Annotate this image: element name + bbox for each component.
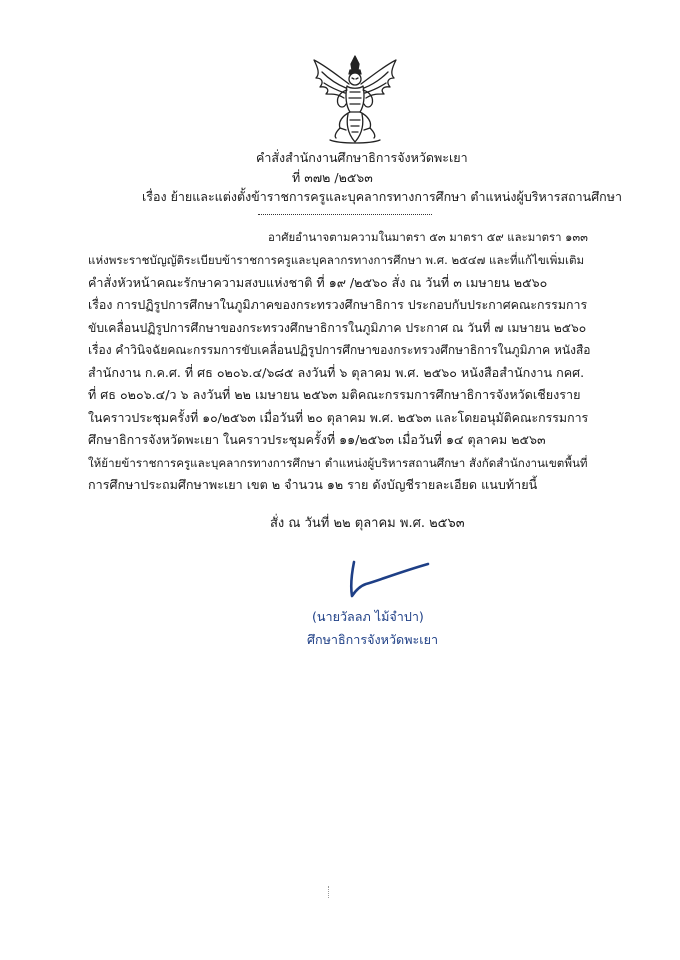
body-line: เรื่อง คำวินิจฉัยคณะกรรมการขับเคลื่อนปฏิรูปการศึกษาของกระทรวงศึกษาธิการในภูมิภาค หนังสือ — [88, 343, 591, 357]
page-mark — [328, 886, 333, 898]
garuda-emblem-icon — [300, 54, 410, 146]
body-line: เรื่อง การปฏิรูปการศึกษาในภูมิภาคของกระทรวงศึกษาธิการ ประกอบกับประกาศคณะกรรมการ — [88, 297, 588, 312]
signing-date: สั่ง ณ วันที่ ๒๒ ตุลาคม พ.ศ. ๒๕๖๓ — [270, 516, 465, 531]
body-line: แห่งพระราชบัญญัติระเบียบข้าราชการครูและบุคลากรทางการศึกษา พ.ศ. ๒๕๔๗ และที่แก้ไขเพิ่มเติม — [88, 253, 585, 267]
dotted-divider — [258, 214, 432, 215]
body-line: ที่ ศธ ๐๒๐๖.๔/ว ๖ ลงวันที่ ๒๒ เมษายน ๒๕๖๓ มติคณะกรรมการศึกษาธิการจังหวัดเชียงราย — [88, 387, 581, 402]
signer-name: (นายวัลลภ ไม้จำปา) — [312, 609, 424, 624]
handwritten-signature — [340, 560, 432, 602]
order-number: ที่ ๓๗๒ /๒๕๖๓ — [292, 170, 373, 185]
body-line: สำนักงาน ก.ค.ศ. ที่ ศธ ๐๒๐๖.๔/๖๘๕ ลงวันที่ ๖ ตุลาคม พ.ศ. ๒๕๖๐ หนังสือสำนักงาน กคศ. — [88, 365, 585, 380]
body-line: ศึกษาธิการจังหวัดพะเยา ในคราวประชุมครั้งที่ ๑๑/๒๕๖๓ เมื่อวันที่ ๑๔ ตุลาคม ๒๕๖๓ — [88, 432, 546, 447]
body-line: คำสั่งหัวหน้าคณะรักษาความสงบแห่งชาติ ที่ ๑๙ /๒๕๖๐ สั่ง ณ วันที่ ๓ เมษายน ๒๕๖๐ — [88, 275, 548, 290]
body-line: ขับเคลื่อนปฏิรูปการศึกษาของกระทรวงศึกษาธิการในภูมิภาค ประกาศ ณ วันที่ ๗ เมษายน ๒๕๖๐ — [88, 321, 587, 335]
body-line: ให้ย้ายข้าราชการครูและบุคลากรทางการศึกษา ตำแหน่งผู้บริหารสถานศึกษา สังกัดสำนักงานเขตพื้นที่ — [88, 456, 588, 470]
body-line: ในคราวประชุมครั้งที่ ๑๐/๒๕๖๓ เมื่อวันที่ ๒๐ ตุลาคม พ.ศ. ๒๕๖๓ และโดยอนุมัติคณะกรรมการ — [88, 410, 589, 425]
signer-position: ศึกษาธิการจังหวัดพะเยา — [307, 632, 439, 647]
body-line: การศึกษาประถมศึกษาพะเยา เขต ๒ จำนวน ๑๒ ราย ดังบัญชีรายละเอียด แนบท้ายนี้ — [88, 477, 538, 492]
body-line: อาศัยอำนาจตามความในมาตรา ๕๓ มาตรา ๕๙ และมาตรา ๑๓๓ — [268, 230, 588, 244]
order-title: คำสั่งสำนักงานศึกษาธิการจังหวัดพะเยา — [256, 150, 468, 165]
order-subject: เรื่อง ย้ายและแต่งตั้งข้าราชการครูและบุคลากรทางการศึกษา ตำแหน่งผู้บริหารสถานศึกษา — [142, 189, 622, 204]
